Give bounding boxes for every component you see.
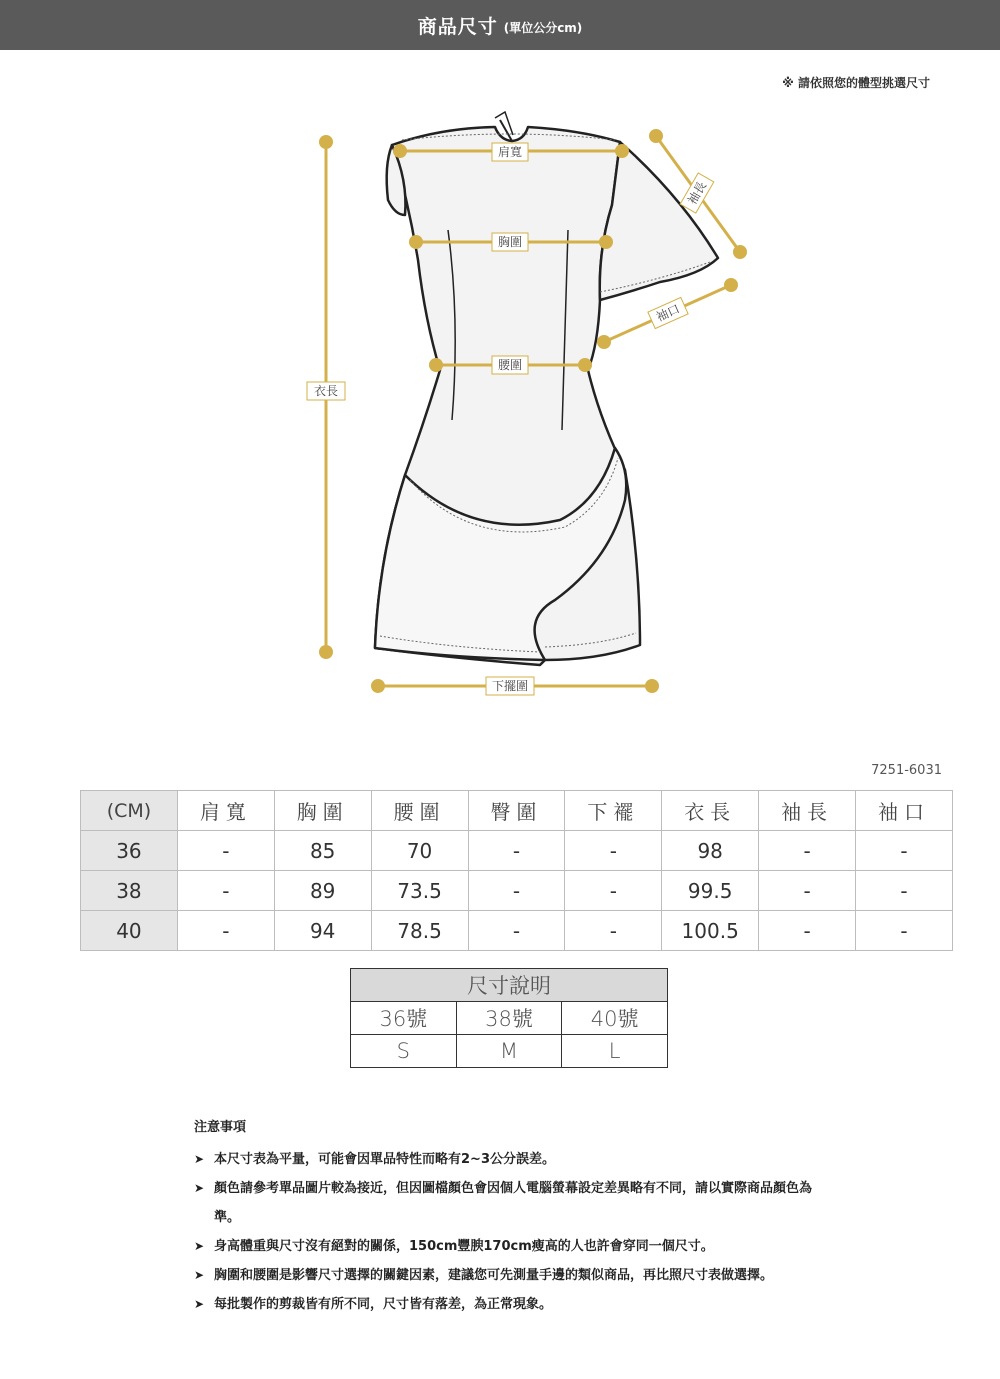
- dress-illustration: [375, 127, 718, 665]
- hem-label: [486, 677, 534, 695]
- spec-cell: 38號: [456, 1002, 562, 1035]
- header-cell: 下襬: [565, 791, 662, 831]
- spec-cell: 40號: [562, 1002, 668, 1035]
- table-cell: 99.5: [662, 871, 759, 911]
- table-cell: -: [759, 911, 856, 951]
- size-table: [80, 790, 953, 951]
- list-item: [194, 1290, 814, 1319]
- waist-label: [492, 356, 528, 374]
- list-item: [194, 1174, 814, 1232]
- header-cell: 袖口: [856, 791, 953, 831]
- cuff-label: [648, 297, 688, 328]
- table-row: [81, 911, 953, 951]
- table-cell: -: [468, 871, 565, 911]
- svg-text:胸圍: 胸圍: [497, 235, 523, 249]
- note-text: 顏色請參考單品圖片較為接近，但因圖檔顏色會因個人電腦螢幕設定差異略有不同，請以實際商品顏色為準。: [214, 1181, 813, 1225]
- header-cell: 胸圍: [274, 791, 371, 831]
- header-cell: 袖長: [759, 791, 856, 831]
- note-text: 胸圍和腰圍是影響尺寸選擇的關鍵因素，建議您可先測量手邊的類似商品，再比照尺寸表做選擇。: [214, 1268, 774, 1283]
- product-code: 7251-6031: [871, 763, 942, 778]
- table-cell: -: [565, 871, 662, 911]
- table-cell: -: [856, 911, 953, 951]
- table-cell: -: [468, 911, 565, 951]
- header-cell: 肩寬: [177, 791, 274, 831]
- spec-letter-row: [351, 1035, 668, 1068]
- chest-label: [492, 233, 528, 251]
- table-cell: 73.5: [371, 871, 468, 911]
- table-cell: 94: [274, 911, 371, 951]
- svg-text:腰圍: 腰圍: [497, 358, 523, 372]
- table-cell: 78.5: [371, 911, 468, 951]
- note-text: 身高體重與尺寸沒有絕對的關係，150cm豐腴170cm瘦高的人也許會穿同一個尺寸。: [214, 1239, 714, 1254]
- table-cell: -: [759, 831, 856, 871]
- arrow-icon: ➤: [194, 1239, 205, 1253]
- header-cell: 衣長: [662, 791, 759, 831]
- list-item: [194, 1145, 814, 1174]
- header-unit: (單位公分cm): [503, 20, 583, 35]
- table-cell: -: [565, 911, 662, 951]
- header-cell: 腰圍: [371, 791, 468, 831]
- table-cell: -: [177, 831, 274, 871]
- spec-cell: M: [456, 1035, 562, 1068]
- spec-title-row: [351, 969, 668, 1002]
- table-cell: -: [759, 871, 856, 911]
- table-cell: 36: [81, 831, 178, 871]
- list-item: [194, 1232, 814, 1261]
- svg-text:袖長: 袖長: [684, 179, 710, 207]
- table-cell: 98: [662, 831, 759, 871]
- table-cell: 85: [274, 831, 371, 871]
- header-title: 商品尺寸: [417, 15, 498, 38]
- table-cell: 38: [81, 871, 178, 911]
- table-cell: 70: [371, 831, 468, 871]
- arrow-icon: ➤: [194, 1181, 205, 1195]
- arrow-icon: ➤: [194, 1297, 205, 1311]
- spec-cell: S: [351, 1035, 457, 1068]
- table-cell: -: [856, 831, 953, 871]
- table-cell: -: [177, 911, 274, 951]
- table-cell: 40: [81, 911, 178, 951]
- svg-text:衣長: 衣長: [313, 384, 339, 398]
- arrow-icon: ➤: [194, 1268, 205, 1282]
- spec-title: 尺寸說明: [351, 969, 668, 1002]
- svg-text:下擺圍: 下擺圍: [491, 679, 529, 693]
- notes-section: [194, 1116, 814, 1319]
- size-advice-note: ※ 請依照您的體型挑選尺寸: [782, 76, 930, 90]
- table-cell: -: [468, 831, 565, 871]
- notes-title: 注意事項: [194, 1120, 247, 1135]
- table-row: [81, 831, 953, 871]
- list-item: [194, 1261, 814, 1290]
- dress-measurement-diagram: [0, 50, 1000, 710]
- table-cell: -: [856, 871, 953, 911]
- spec-size-row: [351, 1002, 668, 1035]
- table-cell: 100.5: [662, 911, 759, 951]
- note-text: 本尺寸表為平量，可能會因單品特性而略有2~3公分誤差。: [214, 1152, 555, 1167]
- note-text: 每批製作的剪裁皆有所不同，尺寸皆有落差，為正常現象。: [214, 1297, 553, 1312]
- table-cell: -: [177, 871, 274, 911]
- svg-text:肩寬: 肩寬: [497, 145, 523, 159]
- header-cell: 臀圍: [468, 791, 565, 831]
- spec-cell: L: [562, 1035, 668, 1068]
- arrow-icon: ➤: [194, 1152, 205, 1166]
- table-row: [81, 871, 953, 911]
- shoulder-label: [492, 143, 528, 161]
- length-label: [307, 382, 345, 400]
- size-spec-table: [350, 968, 668, 1068]
- table-cell: -: [565, 831, 662, 871]
- page-header: [0, 0, 1000, 50]
- table-cell: 89: [274, 871, 371, 911]
- spec-cell: 36號: [351, 1002, 457, 1035]
- size-table-header: [81, 791, 953, 831]
- header-cell: (CM): [81, 791, 178, 831]
- svg-text:袖口: 袖口: [654, 301, 682, 325]
